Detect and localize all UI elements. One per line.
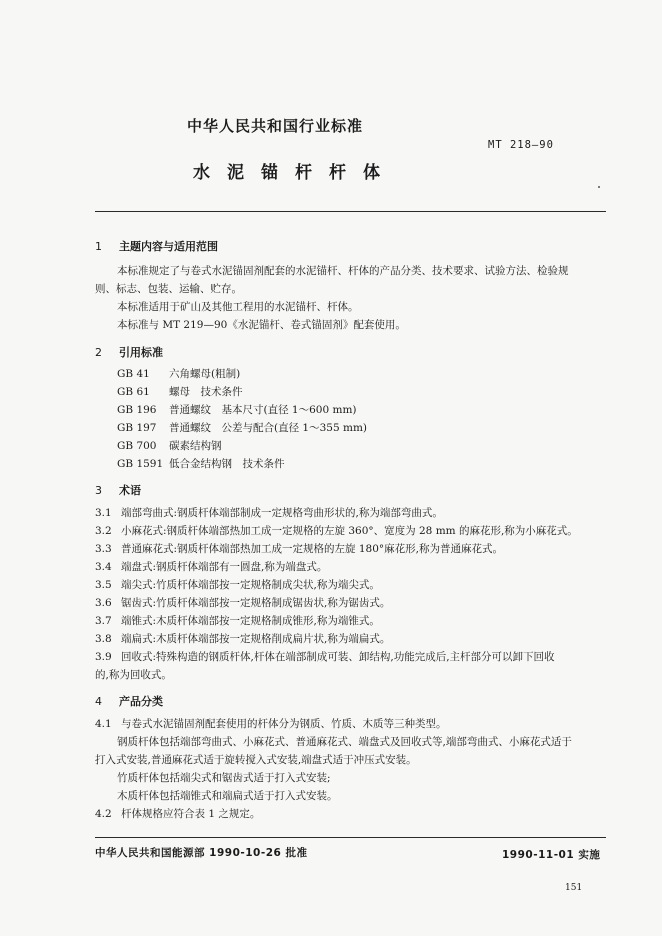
- term-definition: 小麻花式:钢质杆体端部热加工成一定规格的左旋 360°、宽度为 28 mm 的麻花形,称为小麻花式。: [121, 525, 578, 537]
- standard-code: MT 218—90: [488, 139, 554, 151]
- footer-divider: [95, 837, 606, 838]
- reference-item: [117, 384, 243, 399]
- term-item: [95, 559, 327, 574]
- term-item-3-9-line-1: [95, 649, 555, 664]
- issuing-organization: 中华人民共和国行业标准: [187, 117, 364, 135]
- reference-title: 普通螺纹 基本尺寸(直径 1～600 mm): [169, 404, 357, 416]
- term-number: 3.6: [95, 597, 112, 609]
- reference-title: 低合金结构钢 技术条件: [169, 458, 285, 470]
- term-definition: 端盘式:钢质杆体端部有一圆盘,称为端盘式。: [121, 561, 328, 573]
- effective-date-line: 1990-11-01 实施: [502, 849, 601, 861]
- reference-code: GB 41: [117, 368, 150, 380]
- term-definition: 锯齿式:竹质杆体端部按一定规格制成锯齿状,称为锯齿式。: [121, 597, 391, 609]
- term-item: [95, 577, 380, 592]
- wood-body-line: 木质杆体包括端锥式和端扁式适于打入式安装。: [117, 790, 338, 802]
- term-number: 3.4: [95, 561, 112, 573]
- bamboo-body-line: 竹质杆体包括端尖式和锯齿式适于打入式安装;: [117, 772, 331, 784]
- term-item: [95, 613, 380, 628]
- section-2-heading: 2 引用标准: [95, 346, 163, 359]
- reference-title: 普通螺纹 公差与配合(直径 1～355 mm): [169, 422, 368, 434]
- term-number: 3.1: [95, 507, 112, 519]
- term-definition: 回收式:特殊构造的钢质杆体,杆体在端部制成可装、卸结构,功能完成后,主杆部分可以卸下回收: [121, 651, 555, 663]
- section-4-heading: 4 产品分类: [95, 695, 163, 708]
- term-item: [95, 541, 503, 556]
- term-number: 3.8: [95, 633, 112, 645]
- section-1-paragraph-2: 本标准适用于矿山及其他工程用的水泥锚杆、杆体。: [117, 301, 359, 313]
- reference-title: 六角螺母(粗制): [169, 368, 241, 380]
- clause-text: 杆体规格应符合表 1 之规定。: [121, 808, 261, 820]
- term-definition: 端尖式:竹质杆体端部按一定规格制成尖状,称为端尖式。: [121, 579, 380, 591]
- reference-code: GB 197: [117, 422, 157, 434]
- term-definition: 端锥式:木质杆体端部按一定规格制成锥形,称为端锥式。: [121, 615, 380, 627]
- reference-item: [117, 366, 240, 381]
- term-item: [95, 523, 578, 538]
- term-definition: 端扁式:木质杆体端部按一定规格削成扁片状,称为端扁式。: [121, 633, 391, 645]
- clause-text: 与卷式水泥锚固剂配套使用的杆体分为钢质、竹质、木质等三种类型。: [121, 718, 447, 730]
- steel-body-line-1: 钢质杆体包括端部弯曲式、小麻花式、普通麻花式、端盘式及回收式等,端部弯曲式、小麻花式适于: [117, 736, 572, 748]
- term-number: 3.3: [95, 543, 112, 555]
- term-item: [95, 631, 390, 646]
- clause-number: 4.1: [95, 718, 112, 730]
- term-item: [95, 595, 390, 610]
- steel-body-line-2: 打入式安装,普通麻花式适于旋转搅入式安装,端盘式适于冲压式安装。: [95, 754, 417, 766]
- reference-item: [117, 456, 285, 471]
- approval-line: 中华人民共和国能源部 1990-10-26 批准: [95, 847, 308, 859]
- term-item-3-9-line-2: 的,称为回收式。: [95, 669, 172, 681]
- reference-code: GB 196: [117, 404, 157, 416]
- section-1-heading: 1 主题内容与适用范围: [95, 240, 218, 253]
- section-1-paragraph-3: 本标准与 MT 219—90《水泥锚杆、卷式锚固剂》配套使用。: [117, 319, 406, 331]
- term-definition: 普通麻花式:钢质杆体端部热加工成一定规格的左旋 180°麻花形,称为普通麻花式。: [121, 543, 504, 555]
- reference-item: [117, 402, 357, 417]
- term-number: 3.9: [95, 651, 112, 663]
- clause-4-2: [95, 806, 260, 821]
- term-definition: 端部弯曲式:钢质杆体端部制成一定规格弯曲形状的,称为端部弯曲式。: [121, 507, 443, 519]
- reference-code: GB 61: [117, 386, 150, 398]
- term-item: [95, 505, 443, 520]
- standard-title: 水泥锚杆杆体: [193, 163, 397, 183]
- scan-speck: [598, 186, 600, 188]
- reference-code: GB 1591: [117, 458, 164, 470]
- term-number: 3.5: [95, 579, 112, 591]
- reference-title: 螺母 技术条件: [169, 386, 243, 398]
- reference-title: 碳素结构钢: [169, 440, 222, 452]
- clause-number: 4.2: [95, 808, 112, 820]
- clause-4-1: [95, 716, 447, 731]
- section-1-paragraph-1-line-1: 本标准规定了与卷式水泥锚固剂配套的水泥锚杆、杆体的产品分类、技术要求、试验方法、检验规: [117, 265, 569, 277]
- page-number: 151: [565, 883, 583, 893]
- reference-code: GB 700: [117, 440, 157, 452]
- header-divider: [95, 211, 606, 212]
- term-number: 3.2: [95, 525, 112, 537]
- reference-item: [117, 438, 222, 453]
- section-3-heading: 3 术语: [95, 484, 141, 497]
- term-number: 3.7: [95, 615, 112, 627]
- section-1-paragraph-1-line-2: 则、标志、包装、运输、贮存。: [95, 283, 242, 295]
- reference-item: [117, 420, 367, 435]
